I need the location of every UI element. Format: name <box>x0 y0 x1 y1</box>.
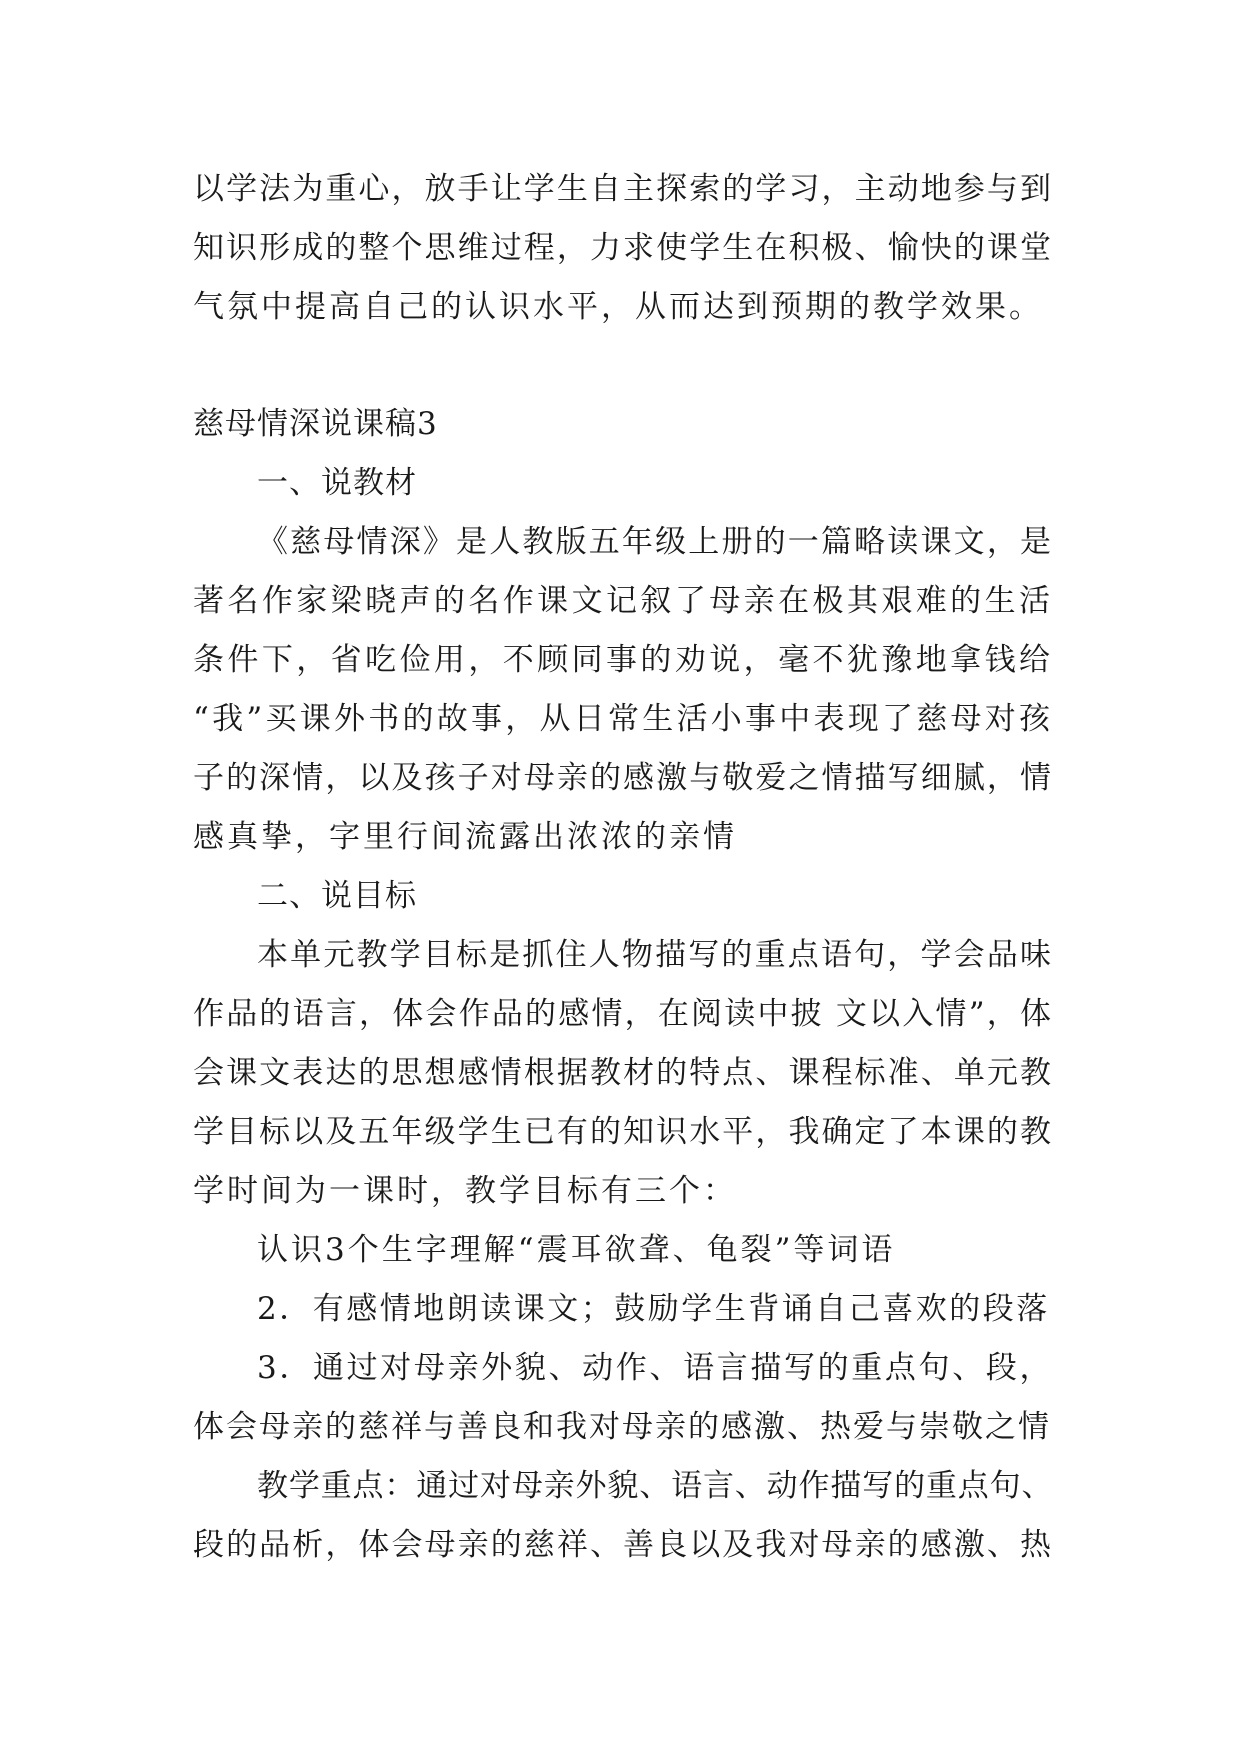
part1-paragraph <box>193 513 1053 867</box>
paragraph-line: 以学法为重心，放手让学生自主探索的学习，主动地参与到 <box>193 171 1053 207</box>
paragraph-line: 段的品析，体会母亲的慈祥、善良以及我对母亲的感激、热 <box>193 1527 1053 1563</box>
intro-paragraph <box>193 160 1053 337</box>
paragraph-line: 学时间为一课时，教学目标有三个： <box>193 1173 737 1209</box>
paragraph-line: 子的深情，以及孩子对母亲的感激与敬爱之情描写细腻，情 <box>193 760 1053 796</box>
paragraph-line: 条件下，省吃俭用，不顾同事的劝说，毫不犹豫地拿钱给 <box>193 642 1053 678</box>
paragraph-line: 感真挚，字里行间流露出浓浓的亲情 <box>193 819 737 855</box>
paragraph-line: 著名作家梁晓声的名作课文记叙了母亲在极其艰难的生活 <box>193 583 1053 619</box>
paragraph-line: 会课文表达的思想感情根据教材的特点、课程标准、单元教 <box>193 1055 1053 1091</box>
key-points-paragraph <box>193 1457 1053 1575</box>
paragraph-line: 《慈母情深》是人教版五年级上册的一篇略读课文，是 <box>257 524 1053 560</box>
part2-heading: 二、说目标 <box>257 878 417 914</box>
paragraph-line: 知识形成的整个思维过程，力求使学生在积极、愉快的课堂 <box>193 230 1053 266</box>
part1-heading: 一、说教材 <box>257 465 417 501</box>
paragraph-line: 教学重点：通过对母亲外貌、语言、动作描写的重点句、 <box>257 1468 1053 1504</box>
paragraph-line: “我”买课外书的故事，从日常生活小事中表现了慈母对孩 <box>193 701 1053 737</box>
goal-list <box>193 1221 1053 1457</box>
paragraph-line: 本单元教学目标是抓住人物描写的重点语句，学会品味 <box>257 937 1053 973</box>
document-page <box>193 160 1053 1575</box>
section-title: 慈母情深说课稿3 <box>193 406 438 442</box>
goal-item: 3．通过对母亲外貌、动作、语言描写的重点句、段， <box>257 1350 1053 1386</box>
goal-item: 2．有感情地朗读课文；鼓励学生背诵自己喜欢的段落 <box>257 1291 1050 1327</box>
goal-item-continuation: 体会母亲的慈祥与善良和我对母亲的感激、热爱与崇敬之情 <box>193 1409 1051 1445</box>
paragraph-line: 气氛中提高自己的认识水平，从而达到预期的教学效果。 <box>193 289 1043 325</box>
part2-paragraph <box>193 926 1053 1221</box>
paragraph-line: 学目标以及五年级学生已有的知识水平，我确定了本课的教 <box>193 1114 1053 1150</box>
paragraph-line: 作品的语言，体会作品的感情，在阅读中披 文以入情”，体 <box>193 996 1053 1032</box>
goal-item: 认识3个生字理解“震耳欲聋、龟裂”等词语 <box>257 1232 896 1268</box>
